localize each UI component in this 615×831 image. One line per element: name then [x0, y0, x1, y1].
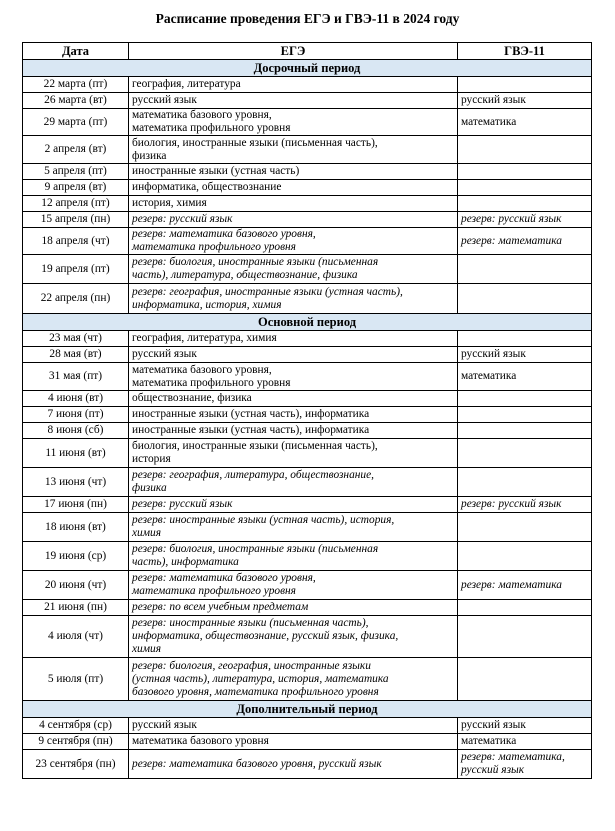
- table-row: [23, 391, 592, 407]
- ege-cell: география, литература, химия: [129, 331, 458, 347]
- date-cell: 4 июня (вт): [23, 391, 129, 407]
- date-cell: 23 мая (чт): [23, 331, 129, 347]
- date-cell: 7 июня (пт): [23, 407, 129, 423]
- header-date: Дата: [23, 43, 129, 60]
- table-row: [23, 363, 592, 391]
- gve-cell: резерв: математика: [458, 571, 592, 600]
- schedule-table: [22, 42, 592, 779]
- ege-cell: резерв: математика базового уровня, русский язык: [129, 750, 458, 779]
- gve-cell: [458, 600, 592, 616]
- table-row: [23, 331, 592, 347]
- gve-cell: русский язык: [458, 718, 592, 734]
- gve-cell: резерв: русский язык: [458, 212, 592, 228]
- gve-cell: [458, 407, 592, 423]
- section-title: Дополнительный период: [23, 701, 592, 718]
- ege-cell: резерв: по всем учебным предметам: [129, 600, 458, 616]
- gve-cell: [458, 180, 592, 196]
- date-cell: 21 июня (пн): [23, 600, 129, 616]
- gve-cell: [458, 255, 592, 284]
- date-cell: 4 июля (чт): [23, 616, 129, 658]
- table-row: [23, 284, 592, 314]
- ege-cell: резерв: русский язык: [129, 497, 458, 513]
- table-row: [23, 212, 592, 228]
- ege-cell: резерв: география, литература, обществознание, физика: [129, 468, 458, 497]
- ege-cell: резерв: биология, география, иностранные языки (устная часть), литература, история, математика базового уровня, математика профильного уровня: [129, 658, 458, 701]
- date-cell: 23 сентября (пн): [23, 750, 129, 779]
- ege-cell: русский язык: [129, 718, 458, 734]
- table-row: [23, 734, 592, 750]
- table-row: [23, 109, 592, 136]
- gve-cell: [458, 391, 592, 407]
- gve-cell: [458, 513, 592, 542]
- date-cell: 4 сентября (ср): [23, 718, 129, 734]
- gve-cell: резерв: математика, русский язык: [458, 750, 592, 779]
- section-row: [23, 60, 592, 77]
- table-row: [23, 164, 592, 180]
- table-row: [23, 255, 592, 284]
- page-title: Расписание проведения ЕГЭ и ГВЭ-11 в 2024 году: [155, 11, 460, 26]
- section-title: Досрочный период: [23, 60, 592, 77]
- table-row: [23, 658, 592, 701]
- date-cell: 13 июня (чт): [23, 468, 129, 497]
- table-row: [23, 77, 592, 93]
- ege-cell: русский язык: [129, 93, 458, 109]
- ege-cell: русский язык: [129, 347, 458, 363]
- gve-cell: русский язык: [458, 93, 592, 109]
- date-cell: 12 апреля (пт): [23, 196, 129, 212]
- table-row: [23, 93, 592, 109]
- gve-cell: математика: [458, 363, 592, 391]
- table-row: [23, 542, 592, 571]
- header-gve: ГВЭ-11: [458, 43, 592, 60]
- date-cell: 17 июня (пн): [23, 497, 129, 513]
- ege-cell: резерв: иностранные языки (устная часть), история, химия: [129, 513, 458, 542]
- gve-cell: [458, 468, 592, 497]
- ege-cell: резерв: математика базового уровня, математика профильного уровня: [129, 228, 458, 255]
- ege-cell: резерв: русский язык: [129, 212, 458, 228]
- table-row: [23, 750, 592, 779]
- ege-cell: резерв: биология, иностранные языки (письменная часть), информатика: [129, 542, 458, 571]
- date-cell: 22 марта (пт): [23, 77, 129, 93]
- gve-cell: математика: [458, 109, 592, 136]
- table-row: [23, 136, 592, 164]
- date-cell: 22 апреля (пн): [23, 284, 129, 314]
- gve-cell: [458, 331, 592, 347]
- table-row: [23, 600, 592, 616]
- section-row: [23, 314, 592, 331]
- date-cell: 18 июня (вт): [23, 513, 129, 542]
- date-cell: 5 июля (пт): [23, 658, 129, 701]
- date-cell: 15 апреля (пн): [23, 212, 129, 228]
- date-cell: 8 июня (сб): [23, 423, 129, 439]
- ege-cell: история, химия: [129, 196, 458, 212]
- ege-cell: математика базового уровня: [129, 734, 458, 750]
- table-row: [23, 423, 592, 439]
- table-row: [23, 616, 592, 658]
- date-cell: 18 апреля (чт): [23, 228, 129, 255]
- ege-cell: иностранные языки (устная часть), информатика: [129, 423, 458, 439]
- date-cell: 19 апреля (пт): [23, 255, 129, 284]
- ege-cell: информатика, обществознание: [129, 180, 458, 196]
- gve-cell: [458, 196, 592, 212]
- date-cell: 9 сентября (пн): [23, 734, 129, 750]
- table-row: [23, 718, 592, 734]
- ege-cell: резерв: иностранные языки (письменная часть), информатика, обществознание, русский язык, физика, химия: [129, 616, 458, 658]
- ege-cell: биология, иностранные языки (письменная часть), физика: [129, 136, 458, 164]
- gve-cell: [458, 77, 592, 93]
- table-row: [23, 497, 592, 513]
- table-row: [23, 571, 592, 600]
- table-row: [23, 407, 592, 423]
- ege-cell: резерв: биология, иностранные языки (письменная часть), литература, обществознание, физика: [129, 255, 458, 284]
- table-row: [23, 180, 592, 196]
- date-cell: 9 апреля (вт): [23, 180, 129, 196]
- ege-cell: математика базового уровня, математика профильного уровня: [129, 363, 458, 391]
- table-row: [23, 513, 592, 542]
- section-row: [23, 701, 592, 718]
- gve-cell: [458, 423, 592, 439]
- header-row: [23, 43, 592, 60]
- date-cell: 26 марта (вт): [23, 93, 129, 109]
- gve-cell: [458, 284, 592, 314]
- ege-cell: резерв: география, иностранные языки (устная часть), информатика, история, химия: [129, 284, 458, 314]
- date-cell: 19 июня (ср): [23, 542, 129, 571]
- ege-cell: география, литература: [129, 77, 458, 93]
- gve-cell: математика: [458, 734, 592, 750]
- ege-cell: биология, иностранные языки (письменная часть), история: [129, 439, 458, 468]
- section-title: Основной период: [23, 314, 592, 331]
- table-row: [23, 196, 592, 212]
- table-row: [23, 468, 592, 497]
- table-row: [23, 439, 592, 468]
- ege-cell: иностранные языки (устная часть), информатика: [129, 407, 458, 423]
- gve-cell: [458, 439, 592, 468]
- gve-cell: [458, 616, 592, 658]
- gve-cell: [458, 164, 592, 180]
- date-cell: 2 апреля (вт): [23, 136, 129, 164]
- header-ege: ЕГЭ: [129, 43, 458, 60]
- gve-cell: [458, 136, 592, 164]
- date-cell: 5 апреля (пт): [23, 164, 129, 180]
- date-cell: 20 июня (чт): [23, 571, 129, 600]
- gve-cell: резерв: русский язык: [458, 497, 592, 513]
- ege-cell: обществознание, физика: [129, 391, 458, 407]
- date-cell: 11 июня (вт): [23, 439, 129, 468]
- ege-cell: иностранные языки (устная часть): [129, 164, 458, 180]
- table-row: [23, 347, 592, 363]
- date-cell: 29 марта (пт): [23, 109, 129, 136]
- gve-cell: резерв: математика: [458, 228, 592, 255]
- table-row: [23, 228, 592, 255]
- ege-cell: резерв: математика базового уровня, математика профильного уровня: [129, 571, 458, 600]
- date-cell: 31 мая (пт): [23, 363, 129, 391]
- gve-cell: [458, 658, 592, 701]
- date-cell: 28 мая (вт): [23, 347, 129, 363]
- gve-cell: [458, 542, 592, 571]
- ege-cell: математика базового уровня, математика профильного уровня: [129, 109, 458, 136]
- gve-cell: русский язык: [458, 347, 592, 363]
